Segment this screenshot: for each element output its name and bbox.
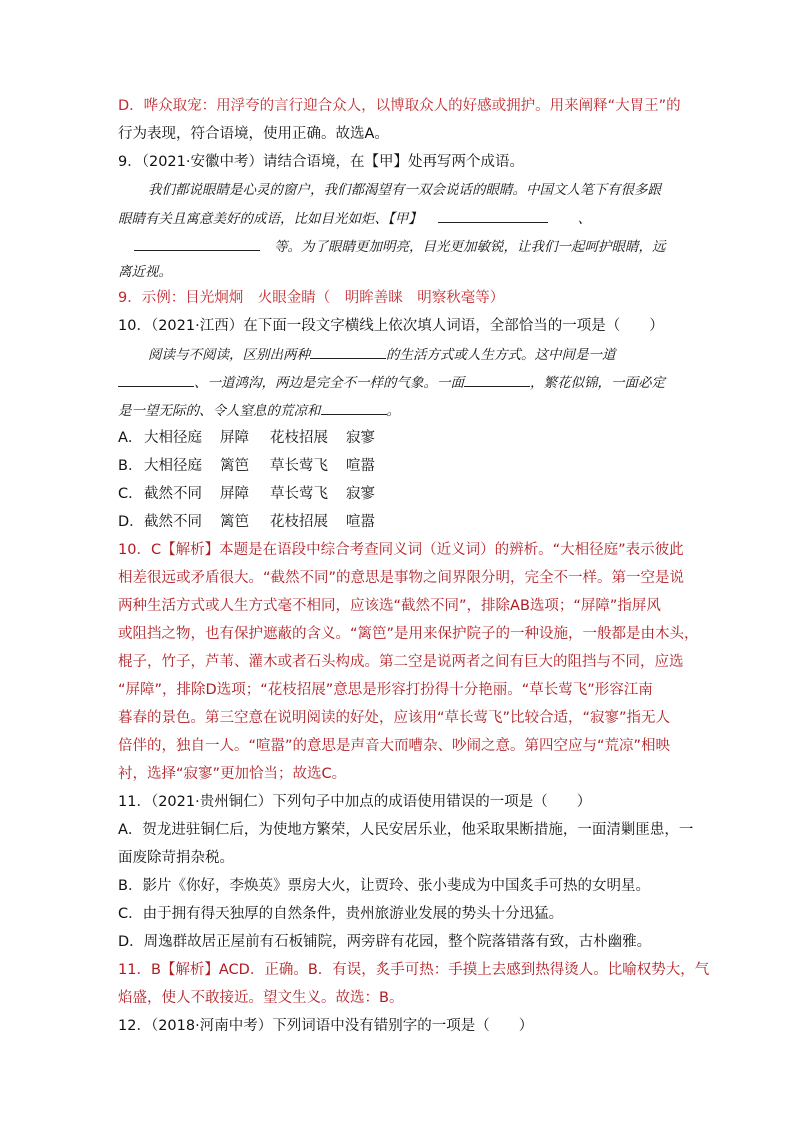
q10-analysis-line: 衬，选择“寂寥”更加恰当；故选C。 [118,766,347,782]
option-letter: C． [118,486,143,502]
q9-stem: 9．（2021·安徽中考）请结合语境，在【甲】处再写两个成语。 [118,154,524,170]
option-word-1: 截然不同 [144,486,202,502]
q11-option-c: C．由于拥有得天独厚的自然条件，贵州旅游业发展的势头十分迅猛。 [118,906,564,922]
option-letter: B． [118,458,143,474]
option-word-3: 草长莺飞 [270,486,328,502]
q9-passage-line3 [134,236,666,257]
q9-blank-1[interactable] [438,208,548,223]
q10-passage-line2b: ，繁花似锦，一面必定 [530,375,665,391]
q11-option-a-line2: 面废除苛捐杂税。 [118,850,234,866]
option-word-2: 屏障 [220,430,249,446]
q9-passage-line1: 我们都说眼睛是心灵的窗户，我们都渴望有一双会说话的眼睛。中国文人笔下有很多跟 [148,182,661,198]
q10-analysis-line: 10．C【解析】本题是在语段中综合考查同义词（近义词）的辨析。“大相径庭”表示彼此 [118,542,684,558]
q9-passage-line3-text: 等。为了眼睛更加明亮，目光更加敏锐，让我们一起呵护眼睛，远 [274,239,666,255]
q10-passage-line3 [118,400,400,421]
q10-passage-line3a: 是一望无际的、令人窒息的荒凉和 [118,403,321,419]
q10-option-b [118,456,375,476]
q11-option-a-line1: A．贺龙进驻铜仁后，为使地方繁荣，人民安居乐业，他采取果断措施，一面清剿匪患，一 [118,822,694,838]
q9-passage-line2-text: 眼睛有关且寓意美好的成语，比如目光如炬、【甲】 [118,211,422,227]
q10-stem: 10．（2021·江西）在下面一段文字横线上依次填人词语，全部恰当的一项是（ ） [118,318,664,334]
q9-blank-2[interactable] [134,236,260,251]
q11-analysis-line2: 焰盛，使人不敢接近。望文生义。故选：B。 [118,990,404,1006]
q9-passage-line2-sep: 、 [577,211,592,227]
option-word-4: 喧嚣 [346,458,375,474]
q10-blank-3[interactable] [464,372,530,387]
option-word-2: 篱笆 [220,514,249,530]
option-letter: A． [118,430,143,446]
q10-passage-line2 [118,372,665,393]
option-word-3: 花枝招展 [270,430,328,446]
q10-analysis-line: 倍伴的，独自一人。“喧嚣”的意思是声音大而嘈杂、吵闹之意。第四空应与“荒凉”相映 [118,738,671,754]
q10-analysis-line: 或阻挡之物，也有保护遮蔽的含义。“篱笆”是用来保护院子的一种设施，一般都是由木头， [118,626,699,642]
q10-analysis-line: 暮春的景色。第三空意在说明阅读的好处，应该用“草长莺飞”比较合适，“寂寥”指无人 [118,710,671,726]
q9-answer: 9．示例：目光炯炯 火眼金睛（ 明眸善睐 明察秋毫等） [118,290,505,306]
option-word-3: 草长莺飞 [270,458,328,474]
q9-passage-line2 [118,208,591,229]
q10-passage-line1b: 的生活方式或人生方式。这中间是一道 [386,347,616,363]
q10-blank-1[interactable] [310,344,386,359]
q10-analysis-line: “屏障”，排除D选项；“花枝招展”意思是形容打扮得十分艳丽。“草长莺飞”形容江南 [118,682,653,698]
option-letter: D． [118,514,144,530]
option-word-4: 寂寥 [346,486,375,502]
option-word-4: 喧嚣 [346,514,375,530]
q10-passage-line1a: 阅读与不阅读，区别出两种 [148,347,310,363]
q10-passage-line2a: 、一道鸿沟，两边是完全不一样的气象。一面 [194,375,464,391]
q8-answer-d-line1: D．哗众取宠：用浮夸的言行迎合众人，以博取众人的好感或拥护。用来阐释“大胃王”的 [118,98,681,114]
q11-stem: 11．（2021·贵州铜仁）下列句子中加点的成语使用错误的一项是（ ） [118,794,592,810]
q10-option-a [118,428,375,448]
q10-option-c [118,484,375,504]
q10-analysis-line: 棍子，竹子，芦苇、灌木或者石头构成。第二空是说两者之间有巨大的阻挡与不同，应选 [118,654,684,670]
option-word-1: 大相径庭 [144,430,202,446]
option-word-3: 花枝招展 [270,514,328,530]
q8-answer-d-line2: 行为表现，符合语境，使用正确。故选A。 [118,126,389,142]
option-word-1: 截然不同 [144,514,202,530]
option-word-2: 屏障 [220,486,249,502]
q10-blank-2[interactable] [118,372,194,387]
q11-option-d: D．周逸群故居正屋前有石板铺院，两旁辟有花园，整个院落错落有致，古朴幽雅。 [118,934,652,950]
q10-analysis-line: 相差很远或矛盾很大。“截然不同”的意思是事物之间界限分明，完全不一样。第一空是说 [118,570,685,586]
q12-stem: 12．（2018·河南中考）下列词语中没有错别字的一项是（ ） [118,1018,534,1034]
q10-blank-4[interactable] [321,400,387,415]
q10-analysis-line: 两种生活方式或人生方式毫不相同，应该选“截然不同”，排除AB选项；“屏障”指屏风 [118,598,661,614]
q10-passage-line1 [148,344,616,365]
q10-passage-line3b: 。 [386,403,400,419]
q11-analysis-line1: 11．B【解析】ACD．正确。B．有误，炙手可热：手摸上去感到热得烫人。比喻权势大，气 [118,962,710,978]
option-word-2: 篱笆 [220,458,249,474]
option-word-4: 寂寥 [346,430,375,446]
q9-passage-line4: 离近视。 [118,264,172,280]
option-word-1: 大相径庭 [144,458,202,474]
q11-option-b: B．影片《你好，李焕英》票房大火，让贾玲、张小斐成为中国炙手可热的女明星。 [118,878,650,894]
q10-option-d [118,512,375,532]
